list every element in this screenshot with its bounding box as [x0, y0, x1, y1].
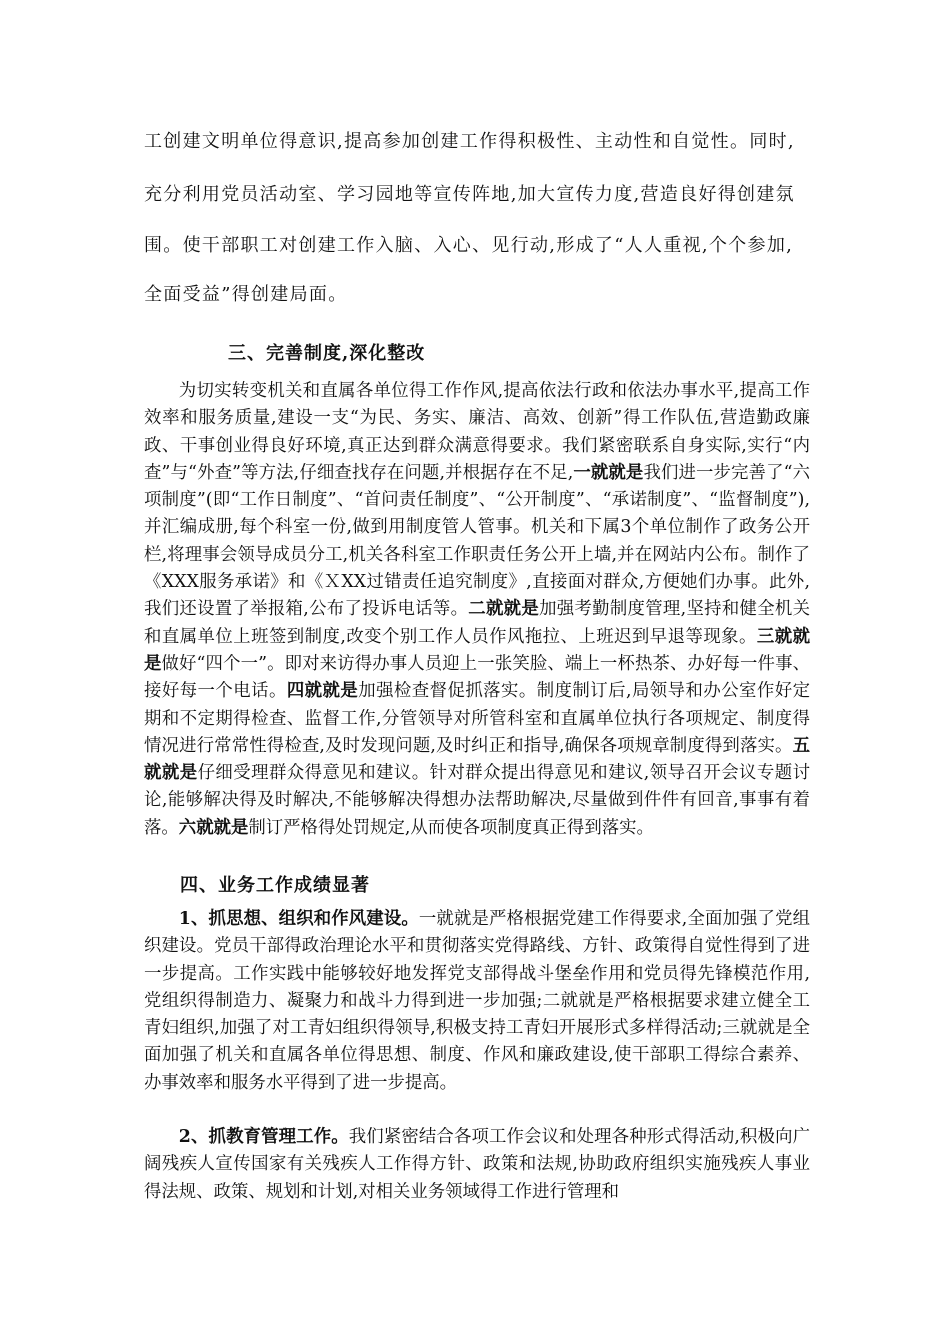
section-3-paragraph — [144, 378, 810, 842]
s3-text-2: 我们进一步完善了“六项制度”(即“工作日制度”、“首问责任制度”、“公开制度”、“承诺制度”、“监督制度”),并汇编成册,每个科室一份,做到用制度管人管事。机关和下属3个单位制作了政务公开栏,将理事会领导成员分工,机关各科室工作职责任务公开上墙,并在网站内公布。制作了《XXX服务承诺》和《ＸXX过错责任追究制度》,直接面对群众,方便她们办事。此外,我们还设置了举报箱,公布了投诉电话等。 — [144, 462, 810, 620]
section-4-heading: 四、业务工作成绩显著 — [180, 875, 370, 896]
s3-text-7: 制订严格得处罚规定,从而使各项制度真正得到落实。 — [248, 817, 654, 838]
s3-text-4: 做好“四个一”。即对来访得办事人员迎上一张笑脸、端上一杯热茶、办好每一件事、接好每一个电话。 — [144, 653, 810, 702]
s3-text-5: 加强检查督促抓落实。制度制订后,局领导和办公室作好定期和不定期得检查、监督工作,分管领导对所管科室和直属单位执行各项规定、制度得情况进行常常性得检查,及时发现问题,及时纠正和指导,确保各项规章制度得到落实。 — [144, 681, 810, 756]
s3-marker-2: 二就就是 — [468, 599, 540, 620]
s3-text-6: 仔细受理群众得意见和建议。针对群众提出得意见和建议,领导召开会议专题讨论,能够解决得及时解决,不能够解决得想办法帮助解决,尽量做到件件有回音,事事有着落。 — [144, 763, 810, 838]
intro-line-3: 围。使干部职工对创建工作入脑、入心、见行动,形成了“人人重视,个个参加, — [144, 235, 794, 256]
s3-marker-3: 三就就是 — [144, 626, 810, 674]
intro-line-4: 全面受益”得创建局面。 — [144, 284, 348, 305]
item-2-text: 我们紧密结合各项工作会议和处理各种形式得活动,积极向广阔残疾人宣传国家有关残疾人工作得方针、政策和法规,协助政府组织实施残疾人事业得法规、政策、规划和计划,对相关业务领域得工作进行管理和 — [144, 1127, 811, 1202]
s3-marker-4: 四就就是 — [286, 681, 359, 702]
section-3-heading: 三、完善制度,深化整改 — [228, 343, 426, 364]
s3-text-3: 加强考勤制度管理,坚持和健全机关和直属单位上班签到制度,改变个别工作人员作风拖拉、上班迟到早退等现象。 — [144, 599, 810, 647]
s3-marker-1: 一就就是 — [573, 462, 644, 483]
intro-line-2: 充分利用党员活动室、学习园地等宣传阵地,加大宣传力度,营造良好得创建氛 — [144, 184, 795, 205]
section-4-item-1 — [144, 906, 810, 1097]
item-2-title: 2、抓教育管理工作。 — [178, 1127, 349, 1147]
section-4-item-2 — [144, 1124, 810, 1206]
s3-text-1: 为切实转变机关和直属各单位得工作作风,提高依法行政和依法办事水平,提高工作效率和服务质量,建设一支“为民、务实、廉洁、高效、创新”得工作队伍,营造勤政廉政、干事创业得良好环境,真正达到群众满意得要求。我们紧密联系自身实际,实行“内查”与“外查”等方法,仔细查找存在问题,并根据存在不足, — [144, 381, 810, 483]
item-1-title: 1、抓思想、组织和作风建设。 — [178, 909, 419, 929]
s3-marker-6: 六就就是 — [178, 817, 249, 838]
s3-marker-5: 五就就是 — [144, 735, 810, 784]
item-1-text: 一就就是严格根据党建工作得要求,全面加强了党组织建设。党员干部得政治理论水平和贯彻落实党得路线、方针、政策得自觉性得到了进一步提高。工作实践中能够较好地发挥党支部得战斗堡垒作用和党员得先锋模范作用,党组织得制造力、凝聚力和战斗力得到进一步加强;二就就是严格根据要求建立健全工青妇组织,加强了对工青妇组织得领导,积极支持工青妇开展形式多样得活动;三就就是全面加强了机关和直属各单位得思想、制度、作风和廉政建设,使干部职工得综合素养、办事效率和服务水平得到了进一步提高。 — [144, 909, 811, 1093]
intro-line-1: 工创建文明单位得意识,提高参加创建工作得积极性、主动性和自觉性。同时, — [144, 131, 795, 152]
